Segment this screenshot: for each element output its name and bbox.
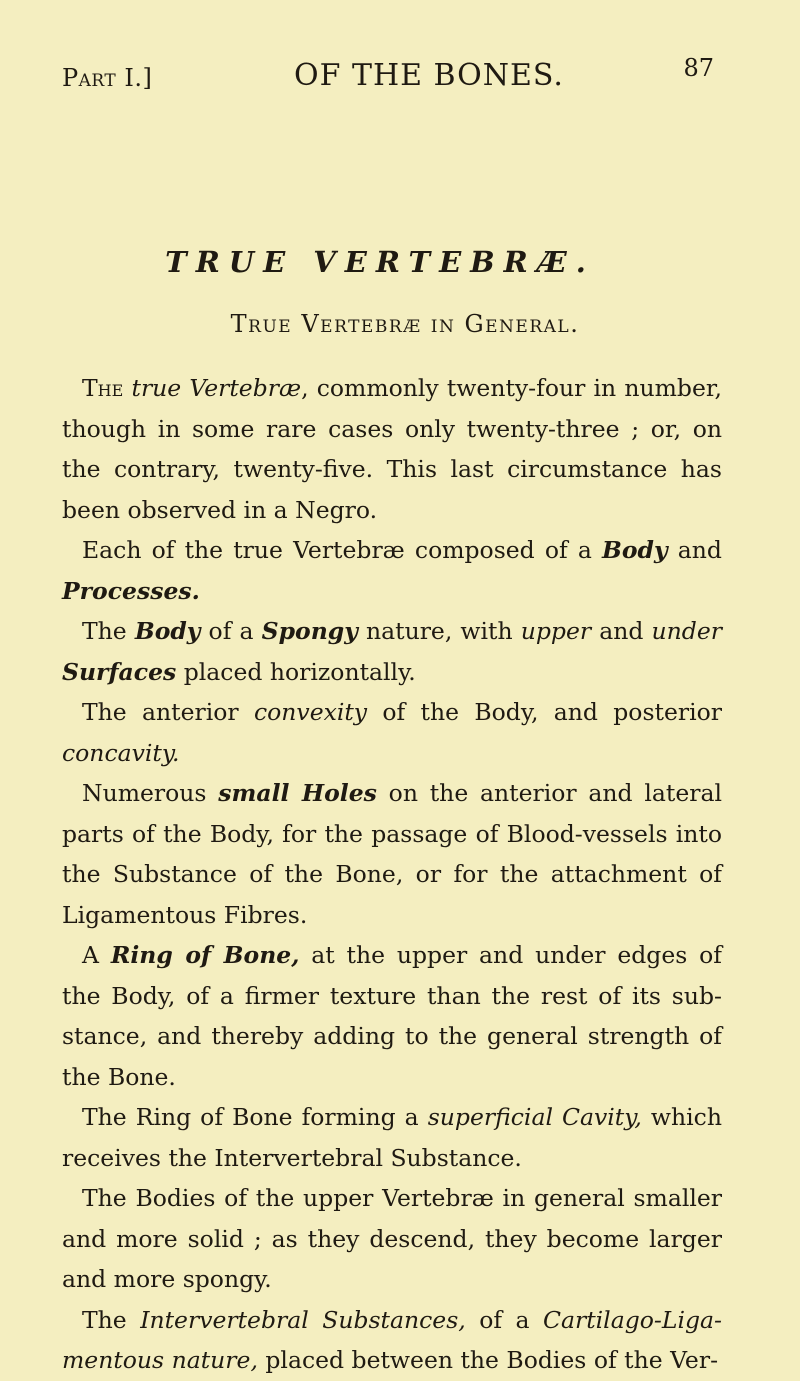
text-run: Body: [602, 536, 668, 564]
paragraph: [62, 368, 722, 530]
text-run: superficial Cavity,: [427, 1103, 642, 1131]
text-run: placed horizontally.: [176, 657, 416, 686]
text-run: upper: [520, 617, 592, 645]
text-run: true Vertebræ: [131, 374, 302, 402]
text-run: The Bodies of the upper Vertebræ in general smaller and more solid ; as they descend, they become larger and more spongy.: [62, 1184, 722, 1293]
text-run: Numerous: [82, 779, 219, 807]
text-run: Surfaces: [62, 657, 177, 686]
section-subtitle: True Vertebræ in General.: [230, 310, 580, 338]
paragraph: [62, 611, 722, 692]
running-header: [62, 54, 714, 98]
text-run: of a: [200, 617, 262, 645]
text-run: Processes.: [62, 576, 200, 605]
text-run: on the anterior and lateral parts of the Body, for the passage of Blood-vessels into the Substance of the Bone, or for the attachment of Ligamentous Fibres.: [62, 779, 722, 929]
paragraph: [62, 1097, 722, 1178]
text-run: of the Body, and posterior: [367, 698, 722, 726]
body-text: [62, 368, 722, 1381]
paragraph: [62, 692, 722, 773]
text-run: and: [591, 617, 652, 645]
text-run: at the upper and under edges of the Body, of a firmer texture than the rest of its substance, and thereby adding to the general strength of the Bone.: [62, 941, 722, 1091]
paragraph: [62, 1300, 722, 1381]
text-run: nature, with: [357, 617, 521, 645]
text-run: concavity.: [62, 738, 180, 767]
text-run: Cartilago-Ligamentous nature,: [62, 1305, 722, 1374]
text-run: The: [82, 1305, 141, 1334]
text-run: placed between the Bodies of the Ver-: [257, 1346, 719, 1374]
part-label: Part I.]: [62, 64, 153, 92]
text-run: The: [82, 617, 135, 645]
text-run: which receives the Intervertebral Substance.: [62, 1103, 722, 1172]
section-title: TRUE VERTEBRÆ.: [165, 245, 595, 279]
paragraph: [62, 1178, 722, 1300]
text-run: The Ring of Bone forming a: [82, 1103, 428, 1131]
text-run: of a: [465, 1305, 543, 1334]
text-run: [123, 374, 131, 402]
text-run: Body: [134, 617, 201, 645]
text-run: and: [667, 536, 722, 564]
text-run: convexity: [253, 698, 368, 726]
text-run: Intervertebral Substances,: [140, 1305, 466, 1334]
text-run: under: [651, 617, 722, 645]
text-run: small Holes: [218, 779, 377, 807]
text-run: A: [82, 941, 111, 969]
text-run: Each of the true Vertebræ composed of a: [82, 536, 603, 564]
running-title: OF THE BONES.: [294, 58, 564, 93]
text-run: , commonly twenty-four in number, though in some rare cases only twenty-three ; or, on the contrary, twenty-five. This last circumstance has been observed in a Negro.: [62, 374, 722, 524]
text-run: The: [82, 374, 124, 402]
page-number: 87: [683, 54, 714, 82]
paragraph: [62, 773, 722, 935]
text-run: Spongy: [261, 617, 358, 645]
paragraph: [62, 530, 722, 611]
text-run: Ring of Bone,: [110, 941, 300, 969]
text-run: The anterior: [82, 698, 254, 726]
paragraph: [62, 935, 722, 1097]
